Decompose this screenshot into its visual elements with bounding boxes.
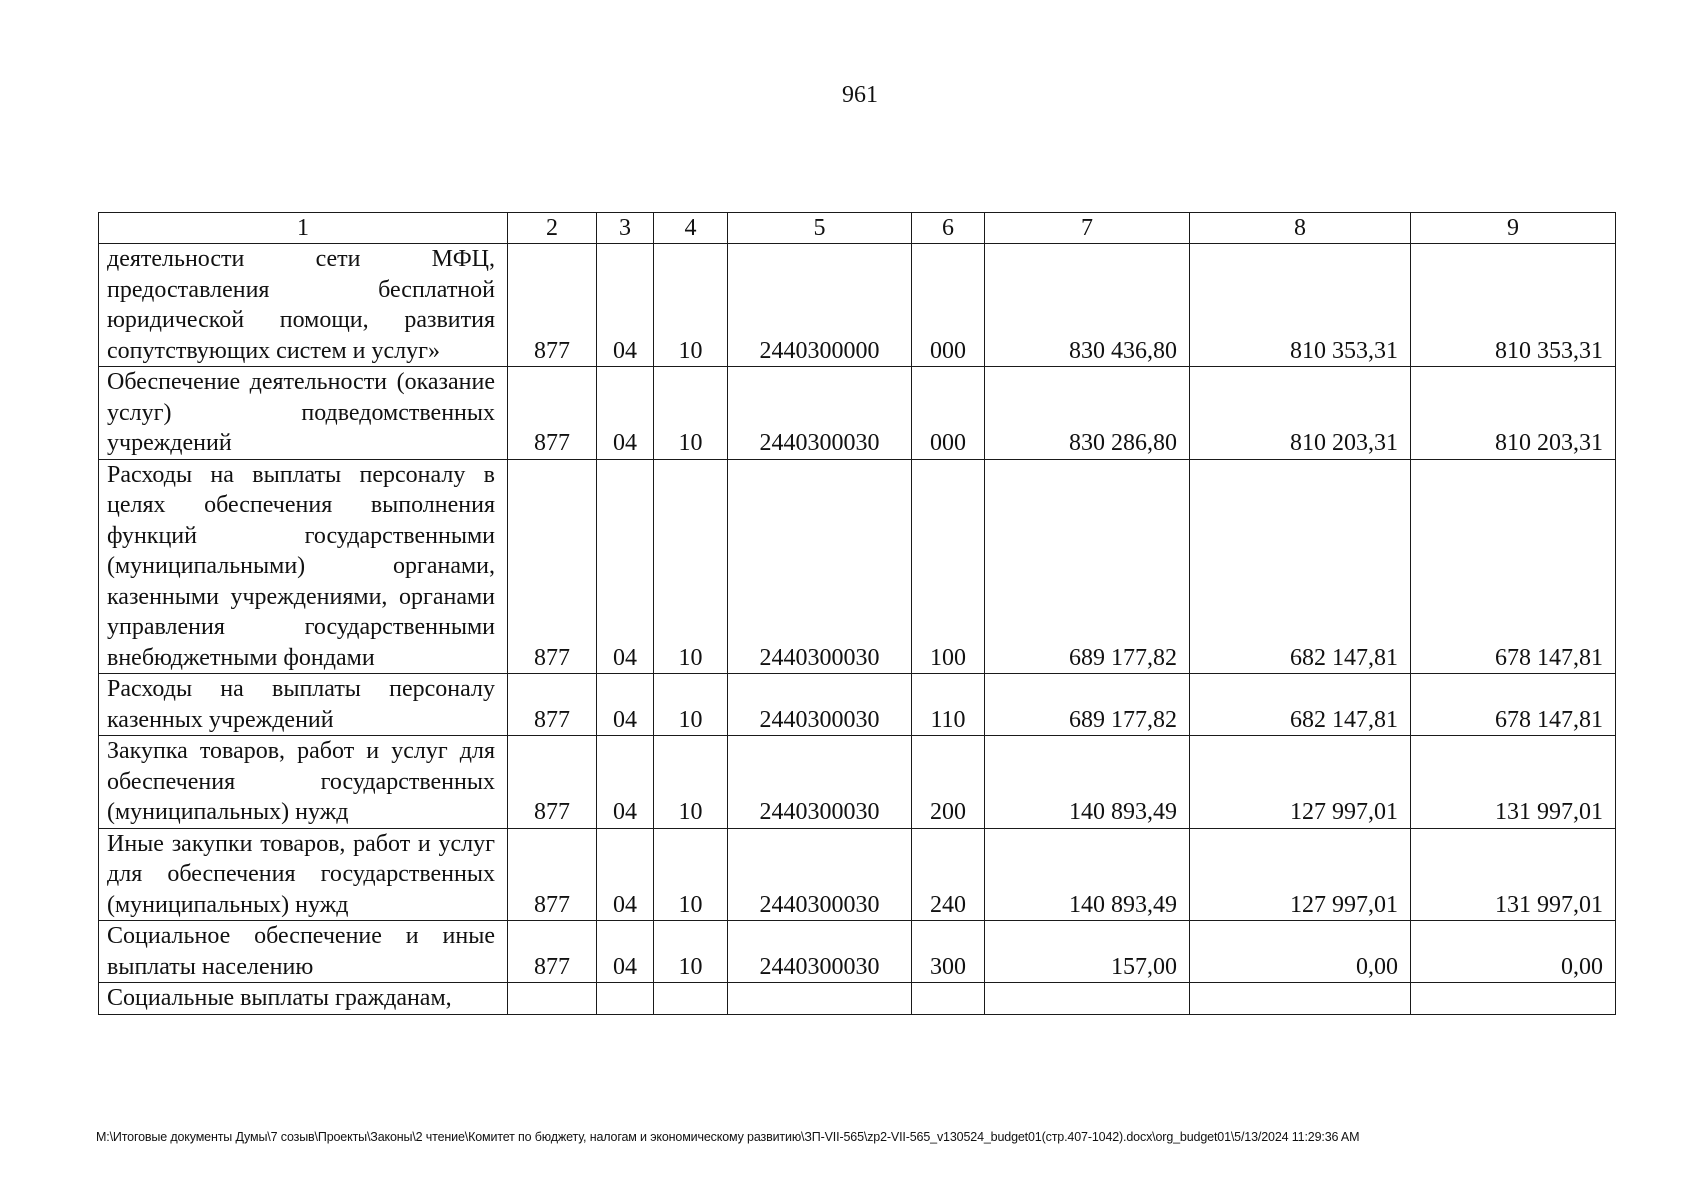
code-cell: 2440300030 xyxy=(728,736,912,829)
table-row xyxy=(99,674,1616,736)
table-row xyxy=(99,828,1616,921)
header-row xyxy=(99,213,1616,244)
amount-cell: 810 203,31 xyxy=(1411,367,1616,460)
header-cell: 6 xyxy=(912,213,985,244)
description-cell: Социальное обеспечение и иные выплаты населению xyxy=(99,921,508,983)
amount-cell: 131 997,01 xyxy=(1411,736,1616,829)
amount-cell: 689 177,82 xyxy=(985,674,1190,736)
code-cell: 200 xyxy=(912,736,985,829)
amount-cell: 810 203,31 xyxy=(1190,367,1411,460)
table-body xyxy=(99,213,1616,1015)
code-cell: 10 xyxy=(654,828,728,921)
code-cell: 04 xyxy=(597,244,654,367)
description-cell: Социальные выплаты гражданам, xyxy=(99,983,508,1015)
header-cell: 3 xyxy=(597,213,654,244)
code-cell: 10 xyxy=(654,244,728,367)
code-cell: 877 xyxy=(508,828,597,921)
code-cell: 04 xyxy=(597,367,654,460)
description-cell: Расходы на выплаты персоналу в целях обеспечения выполнения функций государственными (муниципальными) органами, казенными учреждениями, органами управления государственными внебюджетными фондами xyxy=(99,459,508,674)
code-cell: 04 xyxy=(597,828,654,921)
amount-cell: 689 177,82 xyxy=(985,459,1190,674)
amount-cell: 157,00 xyxy=(985,921,1190,983)
amount-cell xyxy=(1411,983,1616,1015)
code-cell: 100 xyxy=(912,459,985,674)
header-cell: 2 xyxy=(508,213,597,244)
code-cell xyxy=(912,983,985,1015)
code-cell: 10 xyxy=(654,367,728,460)
code-cell: 877 xyxy=(508,736,597,829)
file-path-footer: M:\Итоговые документы Думы\7 созыв\Проекты\Законы\2 чтение\Комитет по бюджету, налогам и экономическому развитию\ЗП-VII-565\zp2-VII-565_v130524_budget01(стр.407-1042).docx\org_budget01\5/13/2024 11:29:36 AM xyxy=(96,1130,1360,1144)
page-number: 961 xyxy=(842,82,878,108)
amount-cell: 0,00 xyxy=(1190,921,1411,983)
code-cell: 877 xyxy=(508,367,597,460)
table-row xyxy=(99,983,1616,1015)
code-cell xyxy=(728,983,912,1015)
code-cell: 10 xyxy=(654,921,728,983)
table-row xyxy=(99,367,1616,460)
code-cell: 2440300030 xyxy=(728,674,912,736)
amount-cell: 682 147,81 xyxy=(1190,674,1411,736)
code-cell: 04 xyxy=(597,736,654,829)
code-cell: 110 xyxy=(912,674,985,736)
budget-table xyxy=(98,212,1616,1015)
code-cell: 2440300030 xyxy=(728,367,912,460)
amount-cell: 678 147,81 xyxy=(1411,674,1616,736)
code-cell: 877 xyxy=(508,674,597,736)
code-cell xyxy=(508,983,597,1015)
code-cell: 877 xyxy=(508,459,597,674)
code-cell: 2440300030 xyxy=(728,921,912,983)
code-cell: 2440300000 xyxy=(728,244,912,367)
code-cell: 04 xyxy=(597,674,654,736)
code-cell: 10 xyxy=(654,459,728,674)
table-row xyxy=(99,921,1616,983)
code-cell: 877 xyxy=(508,244,597,367)
header-cell: 5 xyxy=(728,213,912,244)
amount-cell xyxy=(985,983,1190,1015)
amount-cell: 810 353,31 xyxy=(1190,244,1411,367)
code-cell xyxy=(654,983,728,1015)
amount-cell: 678 147,81 xyxy=(1411,459,1616,674)
header-cell: 7 xyxy=(985,213,1190,244)
table-row xyxy=(99,459,1616,674)
code-cell: 000 xyxy=(912,244,985,367)
header-cell: 4 xyxy=(654,213,728,244)
table-row xyxy=(99,736,1616,829)
code-cell: 04 xyxy=(597,459,654,674)
code-cell: 04 xyxy=(597,921,654,983)
code-cell: 000 xyxy=(912,367,985,460)
amount-cell: 127 997,01 xyxy=(1190,736,1411,829)
amount-cell: 830 436,80 xyxy=(985,244,1190,367)
description-cell: Обеспечение деятельности (оказание услуг) подведомственных учреждений xyxy=(99,367,508,460)
description-cell: деятельности сети МФЦ, предоставления бесплатной юридической помощи, развития сопутствующих систем и услуг» xyxy=(99,244,508,367)
amount-cell: 127 997,01 xyxy=(1190,828,1411,921)
code-cell: 10 xyxy=(654,674,728,736)
amount-cell: 810 353,31 xyxy=(1411,244,1616,367)
amount-cell xyxy=(1190,983,1411,1015)
amount-cell: 830 286,80 xyxy=(985,367,1190,460)
code-cell xyxy=(597,983,654,1015)
amount-cell: 131 997,01 xyxy=(1411,828,1616,921)
amount-cell: 682 147,81 xyxy=(1190,459,1411,674)
description-cell: Иные закупки товаров, работ и услуг для обеспечения государственных (муниципальных) нужд xyxy=(99,828,508,921)
code-cell: 240 xyxy=(912,828,985,921)
code-cell: 2440300030 xyxy=(728,459,912,674)
amount-cell: 140 893,49 xyxy=(985,828,1190,921)
header-cell: 9 xyxy=(1411,213,1616,244)
code-cell: 300 xyxy=(912,921,985,983)
table-row xyxy=(99,244,1616,367)
code-cell: 2440300030 xyxy=(728,828,912,921)
code-cell: 10 xyxy=(654,736,728,829)
code-cell: 877 xyxy=(508,921,597,983)
description-cell: Расходы на выплаты персоналу казенных учреждений xyxy=(99,674,508,736)
header-cell: 1 xyxy=(99,213,508,244)
amount-cell: 140 893,49 xyxy=(985,736,1190,829)
description-cell: Закупка товаров, работ и услуг для обеспечения государственных (муниципальных) нужд xyxy=(99,736,508,829)
header-cell: 8 xyxy=(1190,213,1411,244)
amount-cell: 0,00 xyxy=(1411,921,1616,983)
